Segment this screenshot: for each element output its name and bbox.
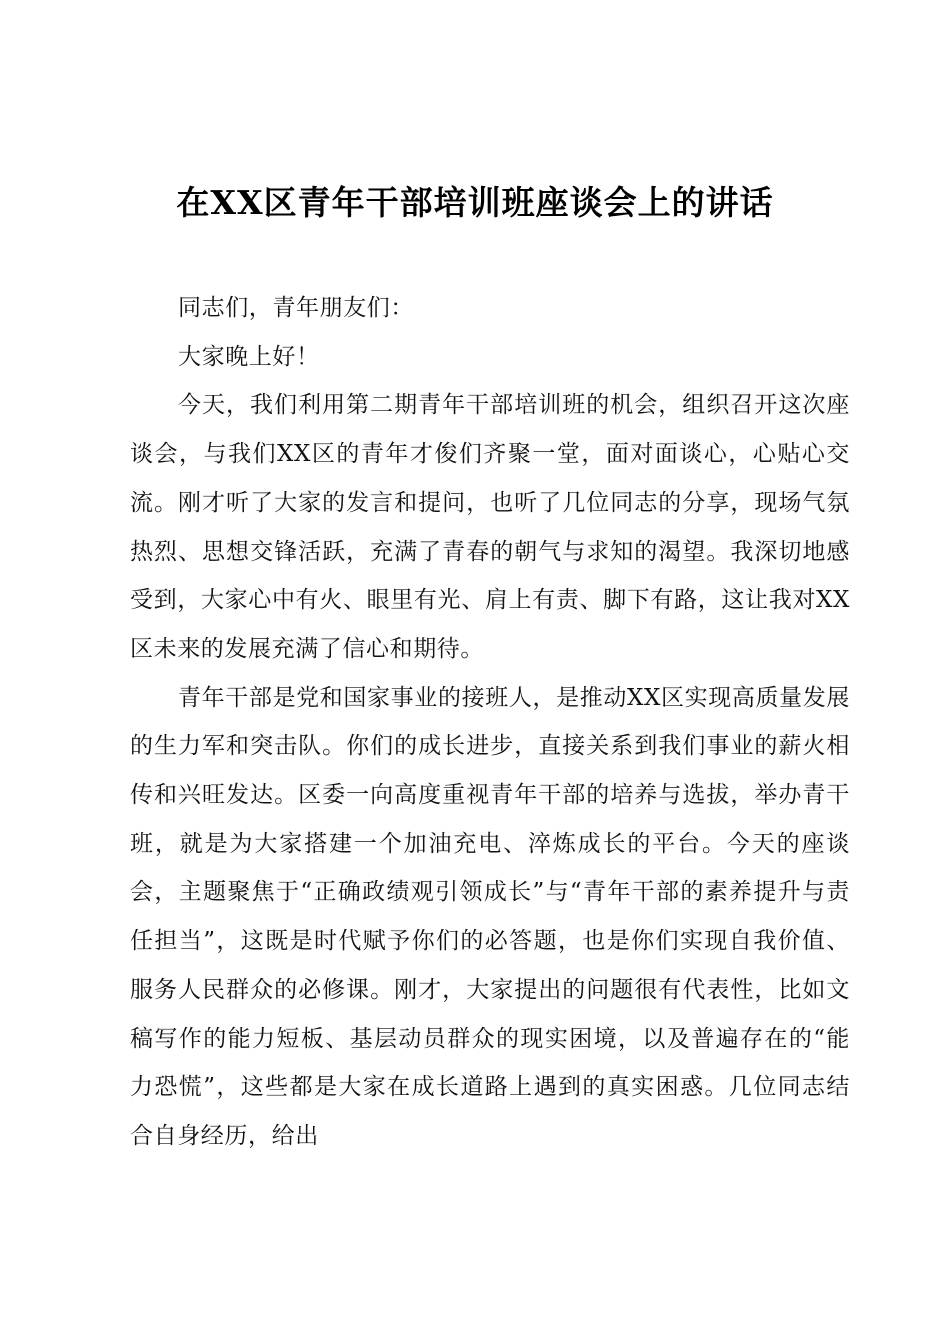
document-body [130,284,850,1161]
body-paragraph-2: 青年干部是党和国家事业的接班人，是推动XX区实现高质量发展的生力军和突击队。你们的成长进步，直接关系到我们事业的薪火相传和兴旺发达。区委一向高度重视青年干部的培养与选拔，举办青干班，就是为大家搭建一个加油充电、淬炼成长的平台。今天的座谈会，主题聚焦于“正确政绩观引领成长”与“青年干部的素养提升与责任担当”，这既是时代赋予你们的必答题，也是你们实现自我价值、服务人民群众的必修课。刚才，大家提出的问题很有代表性，比如文稿写作的能力短板、基层动员群众的现实困境，以及普遍存在的“能力恐慌”，这些都是大家在成长道路上遇到的真实困惑。几位同志结合自身经历，给出 [130,684,850,1149]
salutation-paragraph: 同志们，青年朋友们： [178,295,414,321]
greeting-paragraph: 大家晚上好！ [178,343,320,370]
body-paragraph-1: 今天，我们利用第二期青年干部培训班的机会，组织召开这次座谈会，与我们XX区的青年才俊们齐聚一堂，面对面谈心，心贴心交流。刚才听了大家的发言和提问，也听了几位同志的分享，现场气氛热烈、思想交锋活跃，充满了青春的朝气与求知的渴望。我深切地感受到，大家心中有火、眼里有光、肩上有责、脚下有路，这让我对XX区未来的发展充满了信心和期待。 [130,392,850,662]
document-title: 在XX区青年干部培训班座谈会上的讲话 [176,183,774,222]
